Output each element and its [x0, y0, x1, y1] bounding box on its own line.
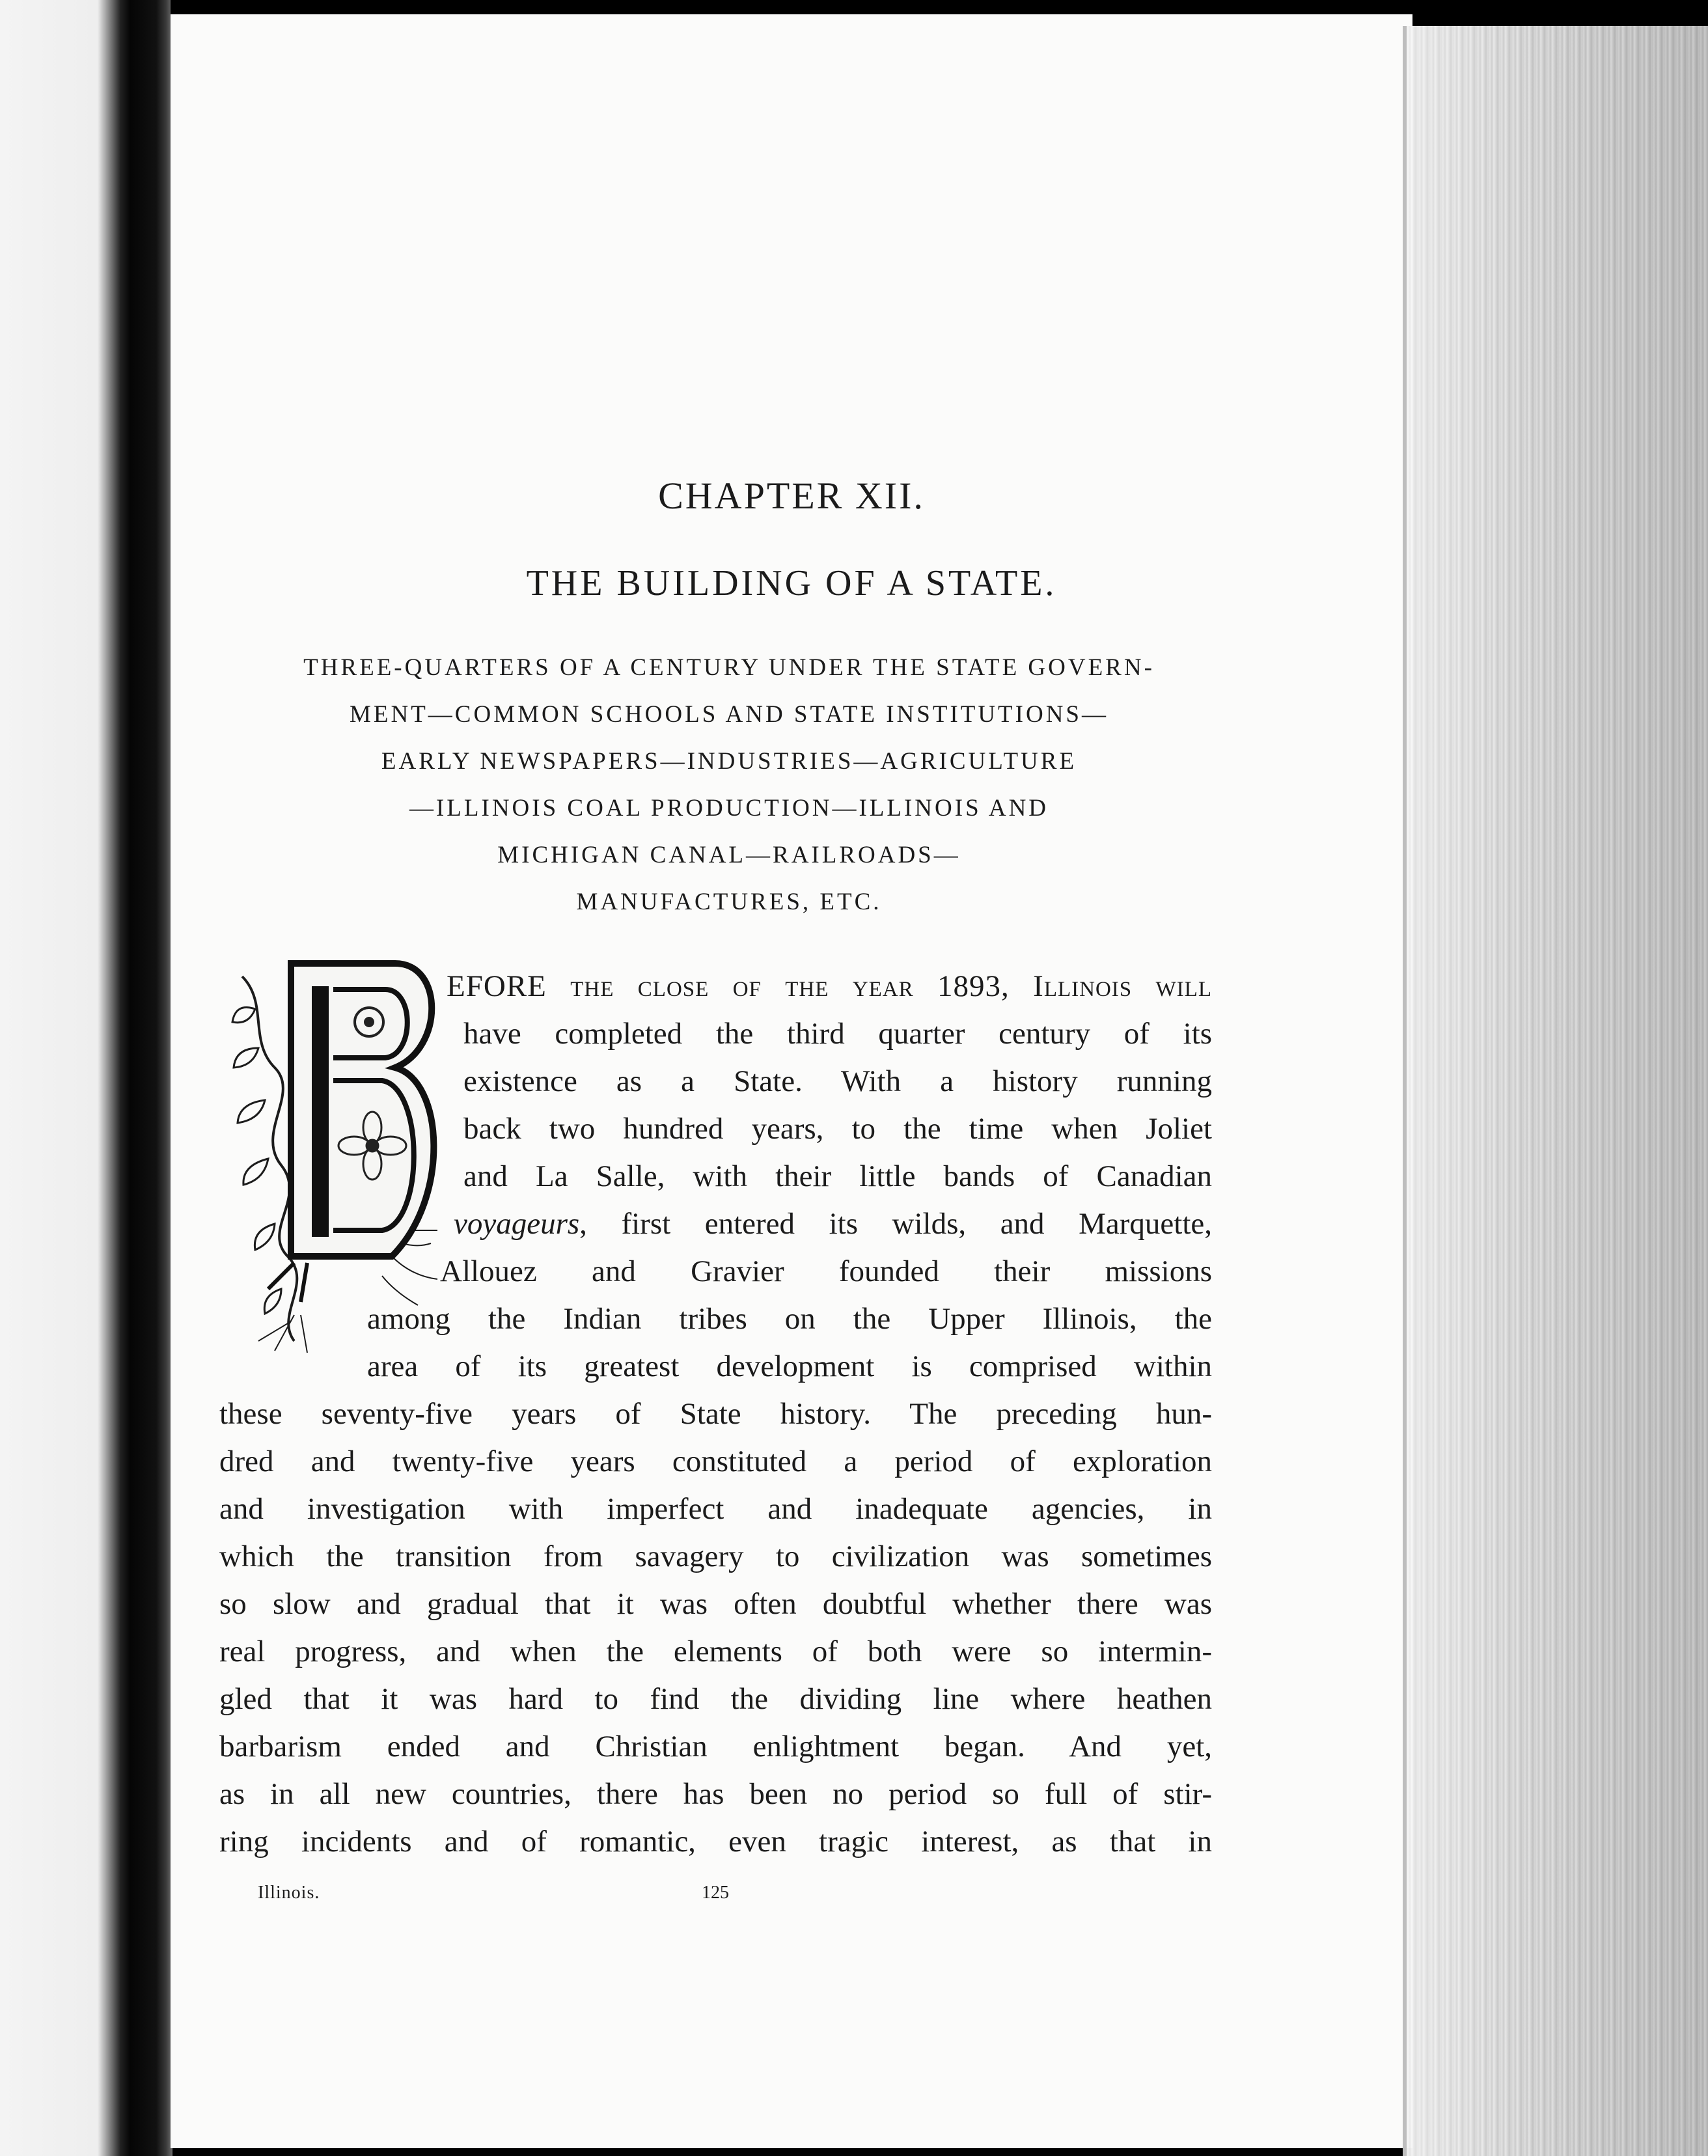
body-text-line: barbarism ended and Christian enlightment began. And yet,	[219, 1730, 1212, 1763]
body-text-line: so slow and gradual that it was often doubtful whether there was	[219, 1587, 1212, 1621]
body-text-line: these seventy-five years of State history. The preceding hun-	[219, 1397, 1212, 1431]
body-text-line: and investigation with imperfect and inadequate agencies, in	[219, 1492, 1212, 1526]
italic-word: voyageurs	[454, 1207, 580, 1241]
body-text-line: Allouez and Gravier founded their missions	[440, 1254, 1212, 1288]
body-text-line	[447, 963, 1212, 1010]
body-text-line: gled that it was hard to find the dividing line where heathen	[219, 1682, 1212, 1716]
synopsis-line: MANUFACTURES, ETC.	[576, 889, 882, 915]
body-text-line: dred and twenty-five years constituted a period of exploration	[219, 1444, 1212, 1478]
body-text-line: existence as a State. With a history running	[463, 1064, 1212, 1098]
body-text-line: ring incidents and of romantic, even tragic interest, as that in	[219, 1825, 1212, 1859]
page-number: 125	[702, 1883, 729, 1903]
chapter-title: THE BUILDING OF A STATE.	[526, 563, 1057, 603]
body-text-line: area of its greatest development is comprised within	[367, 1349, 1212, 1383]
decorated-initial-b	[229, 950, 444, 1354]
body-text-line: voyageurs, first entered its wilds, and Marquette,	[454, 1207, 1212, 1241]
chapter-synopsis	[221, 644, 1237, 926]
body-text-line: and La Salle, with their little bands of Canadian	[463, 1159, 1212, 1193]
body-text-line: among the Indian tribes on the Upper Illinois, the	[367, 1302, 1212, 1336]
body-text-line: which the transition from savagery to civilization was sometimes	[219, 1540, 1212, 1573]
body-text-line: have completed the third quarter century of its	[463, 1017, 1212, 1051]
body-text-line: real progress, and when the elements of both were so intermin-	[219, 1635, 1212, 1668]
synopsis-line: MENT—COMMON SCHOOLS AND STATE INSTITUTIONS—	[349, 701, 1109, 728]
chapter-number: CHAPTER XII.	[658, 475, 925, 517]
body-text-line: as in all new countries, there has been no period so full of stir-	[219, 1777, 1212, 1811]
synopsis-line: —ILLINOIS COAL PRODUCTION—ILLINOIS AND	[409, 795, 1049, 822]
synopsis-line: EARLY NEWSPAPERS—INDUSTRIES—AGRICULTURE	[381, 748, 1077, 775]
synopsis-line: MICHIGAN CANAL—RAILROADS—	[497, 842, 961, 868]
opening-word: EFORE the close of the year 1893, Illinois will	[447, 969, 1212, 1003]
signature-mark: Illinois.	[258, 1883, 320, 1903]
body-text-line: back two hundred years, to the time when Joliet	[463, 1112, 1212, 1146]
synopsis-line: THREE-QUARTERS OF A CENTURY UNDER THE STATE GOVERN-	[303, 654, 1155, 681]
